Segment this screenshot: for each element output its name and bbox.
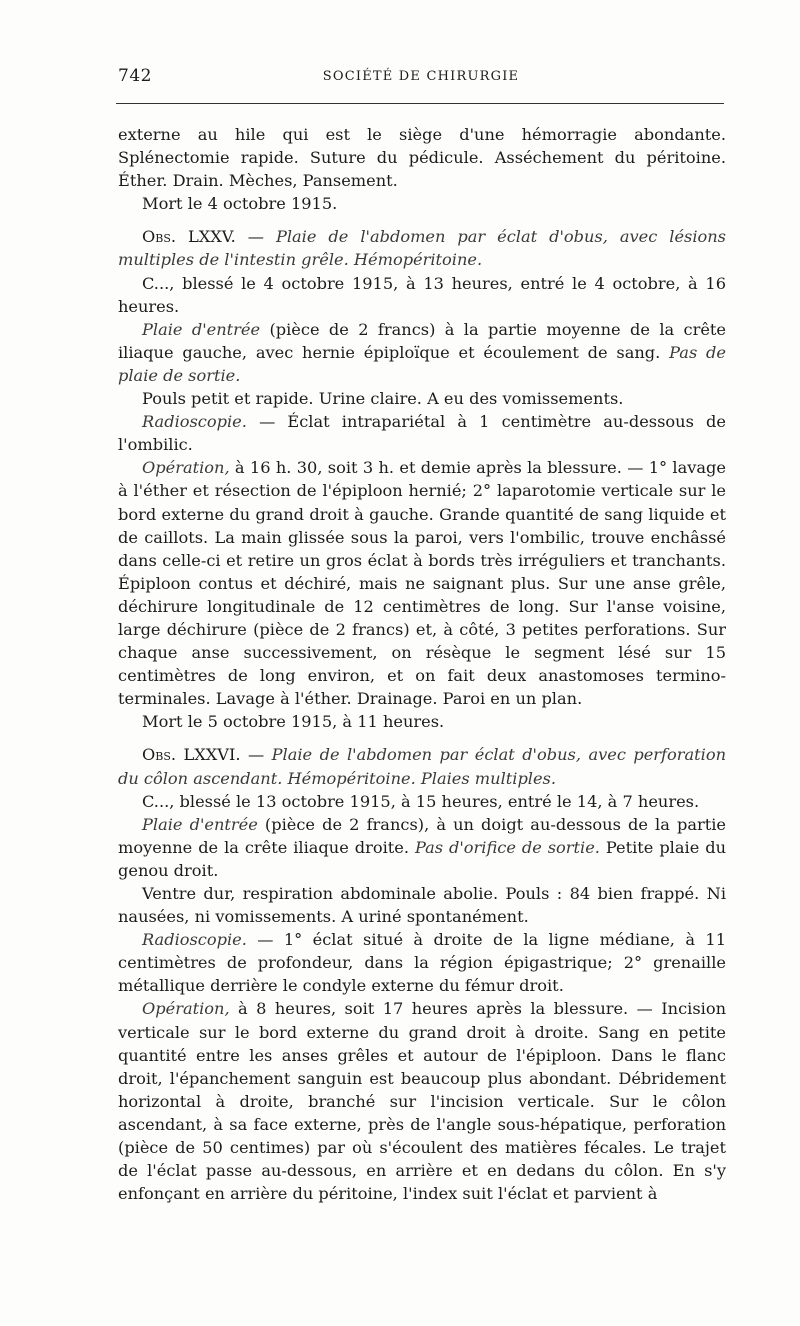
paragraph-pouls-lxxv: Pouls petit et rapide. Urine claire. A eu des vomissements. [142, 389, 624, 409]
observation-label: Obs. LXXVI. — [142, 745, 272, 765]
paragraph-operation-lxxvi: Opération, à 8 heures, soit 17 heures après la blessure. — Incision verticale sur le bord externe du grand droit à droite. Sang en petite quantité entre les anses grêles et autour de l'épiploon. Dans le flanc droit, l'épanchement sanguin est beaucoup plus abondant. Débridement horizontal à droite, branché sur l'incision verticale. Sur le côlon ascendant, à sa face externe, près de l'angle sous-hépatique, perforation (pièce de 50 centimes) par où s'écoulent des matières fécales. Le trajet de l'éclat passe au-dessous, en arrière et en dedans du côlon. En s'y enfonçant en arrière du péritoine, l'index suit l'éclat et parvient à [118, 999, 726, 1204]
paragraph-splenectomie: externe au hile qui est le siège d'une hémorragie abondante. Splénectomie rapide. Suture du pédicule. Asséchement du péritoine. Éther. Drain. Mèches, Pansement. [118, 125, 726, 191]
observation-label: Obs. LXXV. — [142, 227, 276, 247]
observation-heading-lxxvi [118, 743, 726, 789]
paragraph-radioscopie-lxxvi: Radioscopie. — 1° éclat situé à droite de la ligne médiane, à 11 centimètres de profondeur, dans la région épigastrique; 2° grenaille métallique derrière le condyle externe du fémur droit. [118, 930, 726, 996]
paragraph-radioscopie-lxxv: Radioscopie. — Éclat intrapariétal à 1 centimètre au-dessous de l'ombilic. [118, 412, 726, 455]
paragraph-mort-4-octobre: Mort le 4 octobre 1915. [142, 194, 338, 214]
paragraph-operation-lxxv: Opération, à 16 h. 30, soit 3 h. et demie après la blessure. — 1° lavage à l'éther et résection de l'épiploon hernié; 2° laparotomie verticale sur le bord externe du grand droit à gauche. Grande quantité de sang liquide et de caillots. La main glissée sous la paroi, vers l'ombilic, trouve enchâssé dans celle-ci et retire un gros éclat à bords très irréguliers et tranchants. Épiploon contus et déchiré, mais ne saignant plus. Sur une anse grêle, déchirure longitudinale de 12 centimètres de long. Sur l'anse voisine, large déchirure (pièce de 2 francs) et, à côté, 3 petites perforations. Sur chaque anse successivement, on résèque le segment lésé sur 15 centimètres de long environ, et on fait deux anastomoses termino-terminales. Lavage à l'éther. Drainage. Paroi en un plan. [118, 458, 726, 709]
observation-heading-lxxv [118, 225, 726, 271]
page-header [118, 58, 724, 88]
header-rule [116, 103, 724, 104]
paragraph-ventre-lxxvi: Ventre dur, respiration abdominale abolie. Pouls : 84 bien frappé. Ni nausées, ni vomissements. A uriné spontanément. [118, 884, 726, 927]
paragraph-blesse-lxxvi: C..., blessé le 13 octobre 1915, à 15 heures, entré le 14, à 7 heures. [142, 791, 700, 811]
paragraph-mort-5-octobre: Mort le 5 octobre 1915, à 11 heures. [142, 712, 445, 732]
page-number: 742 [118, 66, 152, 86]
observation-title: Plaie de l'abdomen par éclat d'obus, avec lésions multiples de l'intestin grêle. Hémopéritoine. [118, 227, 726, 270]
body-text [118, 123, 726, 1205]
paragraph-plaie-entree-lxxv: Plaie d'entrée (pièce de 2 francs) à la partie moyenne de la crête iliaque gauche, avec hernie épiploïque et écoulement de sang. Pas de plaie de sortie. [118, 319, 726, 385]
paragraph-plaie-entree-lxxvi: Plaie d'entrée (pièce de 2 francs), à un doigt au-dessous de la partie moyenne de la crête iliaque droite. Pas d'orifice de sortie. Petite plaie du genou droit. [118, 814, 726, 880]
paragraph-blesse-lxxv: C..., blessé le 4 octobre 1915, à 13 heures, entré le 4 octobre, à 16 heures. [118, 273, 726, 316]
running-title: SOCIÉTÉ DE CHIRURGIE [322, 69, 520, 84]
observation-title: Plaie de l'abdomen par éclat d'obus, avec perforation du côlon ascendant. Hémopéritoine. Plaies multiples. [118, 745, 727, 788]
